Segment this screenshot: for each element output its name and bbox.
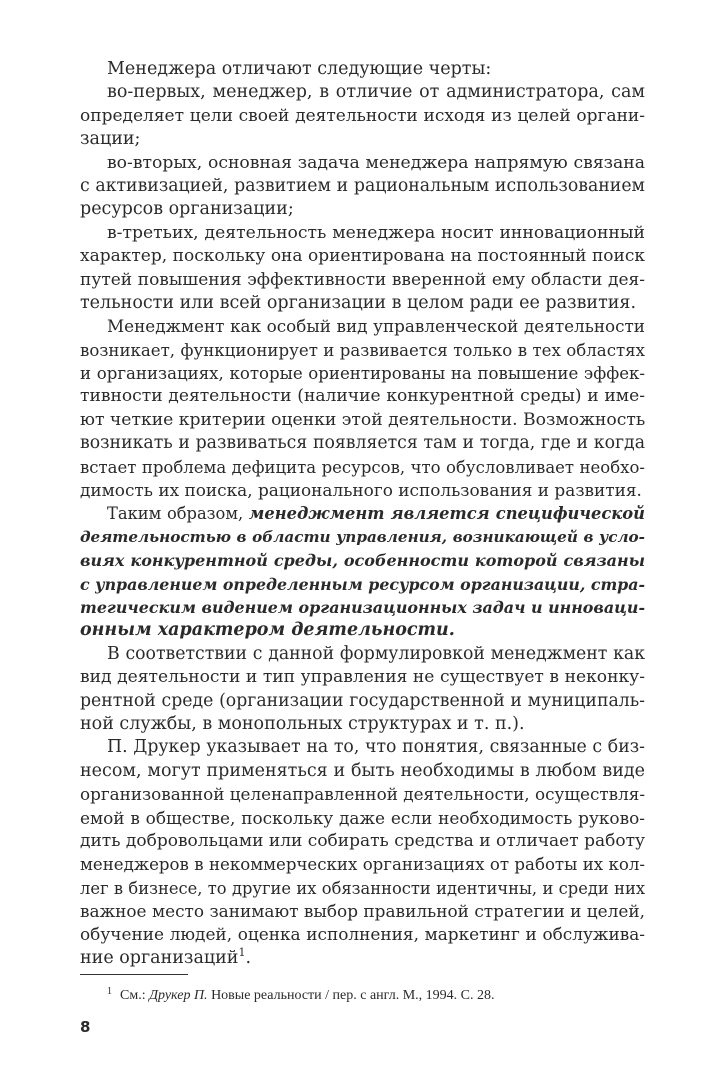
paragraph-8-line: обучение людей, оценка исполнения, маркетинг и обслужива- [80,924,645,945]
paragraph-8-line: менеджеров в некоммерческих организациях от работы их кол- [80,855,645,875]
paragraph-2-line: определяет цели своей деятельности исходя из целей органи- [80,105,645,126]
footnote-separator [80,974,188,975]
definition-emphasis: менеджмент является специфической [248,504,645,524]
paragraph-8-line: несом, могут применяться и быть необходимы в любом виде [80,760,645,781]
paragraph-8-line: дить добровольцами или собирать средства и отличает работу [80,830,645,851]
definition-line: деятельностью в области управления, возникающей в усло- [80,527,645,546]
footnote-reference[interactable]: 1 [238,945,246,959]
definition-line: с управлением определенным ресурсом организации, стра- [80,574,646,594]
paragraph-4-line: путей повышения эффективности вверенной ему области дея- [80,269,645,290]
paragraph-7-line: В соответствии с данной формулировкой менеджмент как [107,643,645,664]
paragraph-4-line: в-третьих, деятельность менеджера носит инновационный [107,222,645,243]
paragraph-5-line: Менеджмент как особый вид управленческой деятельности [107,316,645,337]
paragraph-5-line: и организациях, которые ориентированы на повышение эффек- [80,364,645,384]
paragraph-5-line: возникать и развиваться появляется там и тогда, где и когда [80,433,645,454]
paragraph-8-line: организованной целенаправленной деятельности, осуществля- [80,784,645,805]
paragraph-7-line: ной службы, в монопольных структурах и т. п.). [80,713,525,734]
paragraph-4-line: тельности или всей организации в целом ради ее развития. [80,292,637,313]
footnote-author: Друкер П. [149,988,208,1003]
paragraph-3-line: ресурсов организации; [80,199,294,220]
footnote-mark: 1 [107,986,112,997]
footnote-text: Новые реальности / пер. с англ. М., 1994. С. 28. [211,988,495,1003]
footnote-prefix: См.: [120,988,146,1003]
paragraph-4-line: характер, поскольку она ориентирована на постоянный поиск [80,246,645,267]
paragraph-5-line: возникает, функционирует и развивается только в тех областях [80,340,645,360]
page-number: 8 [80,1018,91,1036]
definition-line: виях конкурентной среды, особенности которой связаны [80,551,645,571]
footnote [107,983,494,1005]
paragraph-2-line: во-первых, менеджер, в отличие от администратора, сам [107,82,645,103]
page-body [80,58,645,970]
paragraph-8-line: важное место занимают выбор правильной стратегии и целей, [80,901,645,922]
paragraph-5-line: ют четкие критерии оценки этой деятельности. Возможность [80,409,646,430]
definition-first-line [80,502,645,525]
paragraph-8-line: П. Друкер указывает на то, что понятия, связанные с биз- [107,737,645,758]
paragraph-7-line: рентной среде (организации государственной и муниципаль- [80,690,645,711]
sentence-period: . [245,947,252,968]
paragraph-8-last-line [80,947,645,970]
paragraph-1-line: Менеджера отличают следующие черты: [107,59,492,79]
paragraph-2-line: зации; [80,129,141,150]
paragraph-8-line: ние организаций [80,947,239,968]
paragraph-7-line: вид деятельности и тип управления не существует в неконку- [80,667,645,688]
paragraph-5-line: встает проблема дефицита ресурсов, что обусловливает необхо- [80,457,645,477]
paragraph-5-line: тивности деятельности (наличие конкурентной среды) и име- [80,386,645,407]
paragraph-3-line: во-вторых, основная задача менеджера напрямую связана [107,152,645,173]
definition-line: онным характером деятельности. [80,620,455,641]
definition-line: тегическим видением организационных задач и инноваци- [80,597,646,617]
paragraph-5-line: димость их поиска, рационального использования и развития. [80,480,642,501]
paragraph-8-line: емой в обществе, поскольку даже если необходимость руково- [80,807,645,828]
paragraph-8-line: лег в бизнесе, то другие их обязанности идентичны, и среди них [80,878,645,898]
definition-intro: Таким образом, [107,504,244,524]
paragraph-3-line: с активизацией, развитием и рациональным использованием [80,175,645,196]
